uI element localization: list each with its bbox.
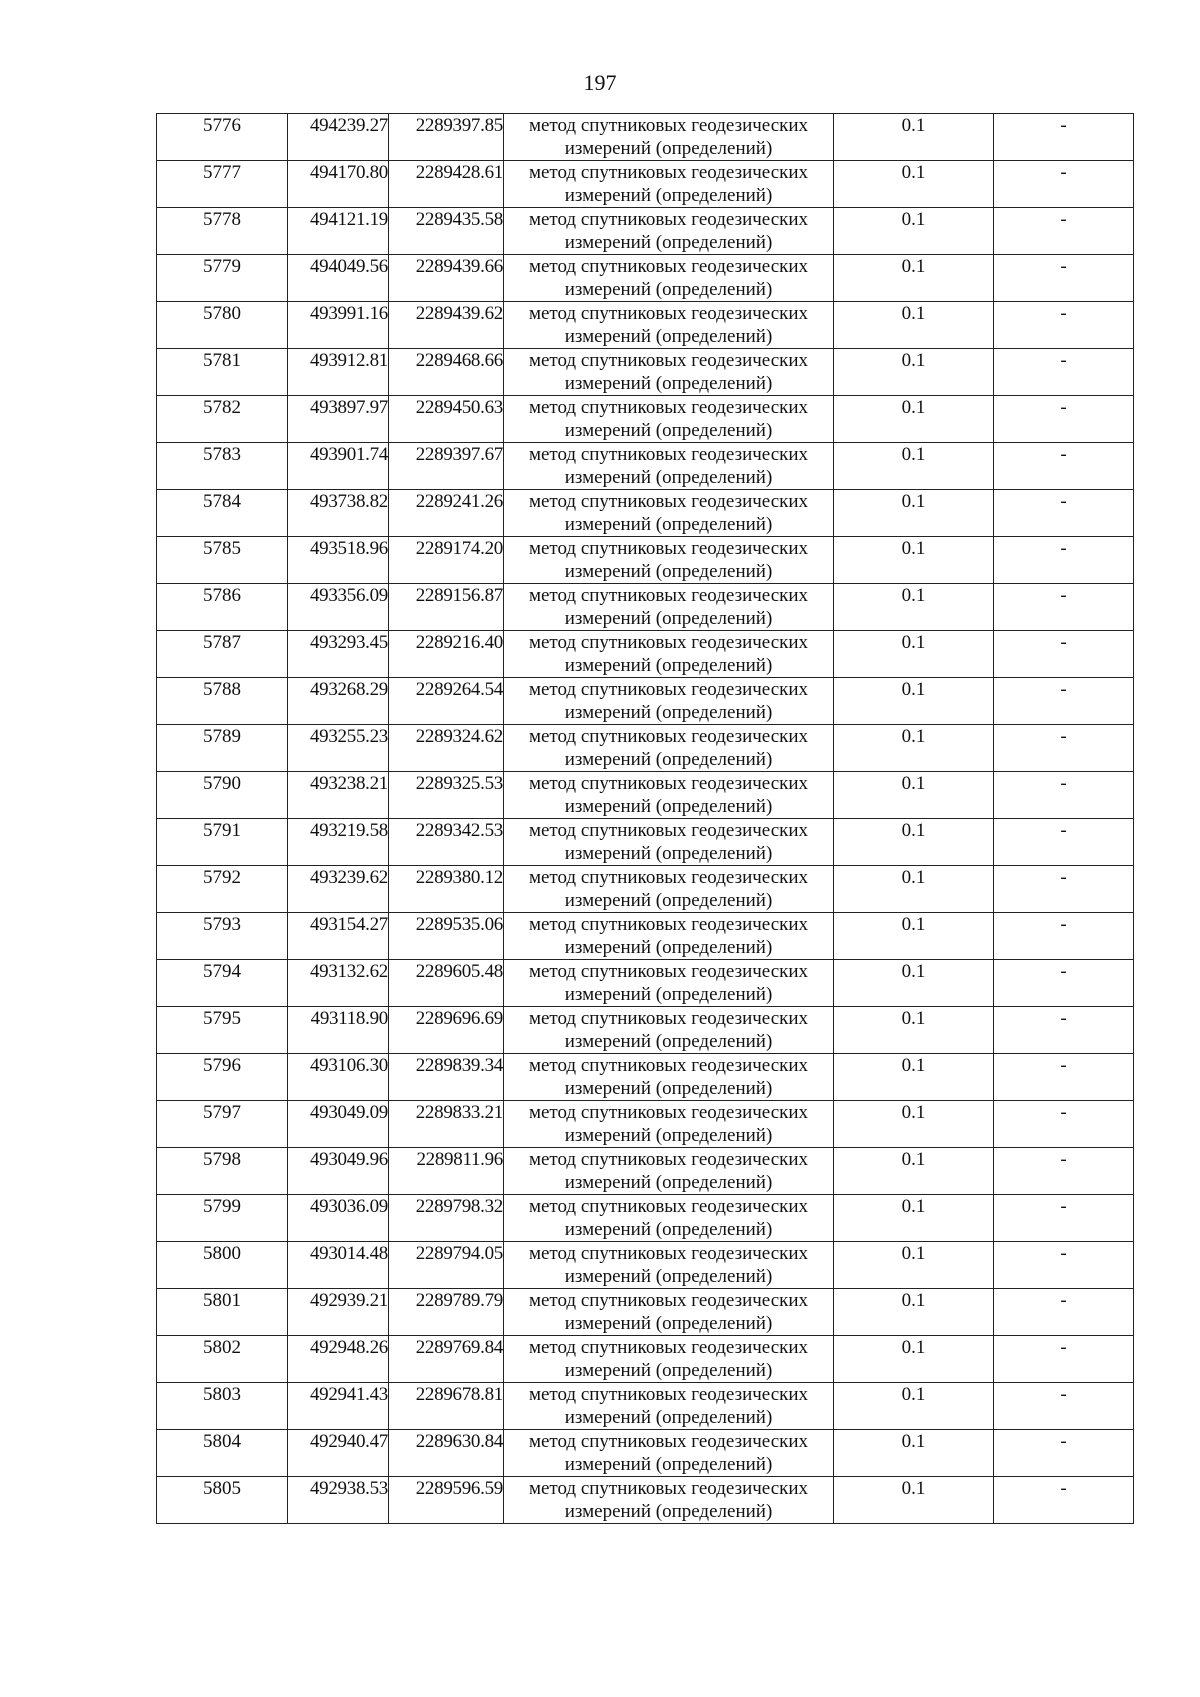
y-coordinate-cell: 2289397.85 (389, 114, 504, 161)
point-number-cell: 5779 (157, 255, 288, 302)
point-number-cell: 5798 (157, 1148, 288, 1195)
dash-cell: - (994, 772, 1134, 819)
x-coordinate-cell: 492941.43 (288, 1383, 389, 1430)
point-number-cell: 5784 (157, 490, 288, 537)
accuracy-cell: 0.1 (834, 255, 994, 302)
accuracy-cell: 0.1 (834, 208, 994, 255)
y-coordinate-cell: 2289380.12 (389, 866, 504, 913)
method-cell: метод спутниковых геодезических измерений (определений) (504, 819, 834, 866)
x-coordinate-cell: 493991.16 (288, 302, 389, 349)
method-cell: метод спутниковых геодезических измерений (определений) (504, 584, 834, 631)
x-coordinate-cell: 493738.82 (288, 490, 389, 537)
y-coordinate-cell: 2289439.66 (389, 255, 504, 302)
method-cell: метод спутниковых геодезических измерений (определений) (504, 1101, 834, 1148)
x-coordinate-cell: 493014.48 (288, 1242, 389, 1289)
x-coordinate-cell: 493293.45 (288, 631, 389, 678)
table-row (157, 255, 1134, 302)
accuracy-cell: 0.1 (834, 396, 994, 443)
method-cell: метод спутниковых геодезических измерений (определений) (504, 1007, 834, 1054)
accuracy-cell: 0.1 (834, 161, 994, 208)
point-number-cell: 5789 (157, 725, 288, 772)
table-row (157, 490, 1134, 537)
point-number-cell: 5790 (157, 772, 288, 819)
dash-cell: - (994, 866, 1134, 913)
table-row (157, 1336, 1134, 1383)
dash-cell: - (994, 490, 1134, 537)
accuracy-cell: 0.1 (834, 114, 994, 161)
table-row (157, 1477, 1134, 1524)
point-number-cell: 5785 (157, 537, 288, 584)
accuracy-cell: 0.1 (834, 349, 994, 396)
dash-cell: - (994, 161, 1134, 208)
method-cell: метод спутниковых геодезических измерений (определений) (504, 1242, 834, 1289)
point-number-cell: 5776 (157, 114, 288, 161)
method-cell: метод спутниковых геодезических измерений (определений) (504, 772, 834, 819)
method-cell: метод спутниковых геодезических измерений (определений) (504, 1430, 834, 1477)
dash-cell: - (994, 396, 1134, 443)
point-number-cell: 5805 (157, 1477, 288, 1524)
method-cell: метод спутниковых геодезических измерений (определений) (504, 960, 834, 1007)
table-row (157, 537, 1134, 584)
method-cell: метод спутниковых геодезических измерений (определений) (504, 678, 834, 725)
table-row (157, 1242, 1134, 1289)
x-coordinate-cell: 493154.27 (288, 913, 389, 960)
point-number-cell: 5802 (157, 1336, 288, 1383)
dash-cell: - (994, 1054, 1134, 1101)
coordinates-table-body (157, 114, 1134, 1524)
y-coordinate-cell: 2289696.69 (389, 1007, 504, 1054)
x-coordinate-cell: 493239.62 (288, 866, 389, 913)
point-number-cell: 5804 (157, 1430, 288, 1477)
dash-cell: - (994, 302, 1134, 349)
method-cell: метод спутниковых геодезических измерений (определений) (504, 208, 834, 255)
x-coordinate-cell: 493912.81 (288, 349, 389, 396)
accuracy-cell: 0.1 (834, 302, 994, 349)
y-coordinate-cell: 2289535.06 (389, 913, 504, 960)
table-row (157, 443, 1134, 490)
x-coordinate-cell: 494239.27 (288, 114, 389, 161)
table-row (157, 161, 1134, 208)
point-number-cell: 5803 (157, 1383, 288, 1430)
table-row (157, 1148, 1134, 1195)
dash-cell: - (994, 584, 1134, 631)
method-cell: метод спутниковых геодезических измерений (определений) (504, 866, 834, 913)
point-number-cell: 5780 (157, 302, 288, 349)
point-number-cell: 5796 (157, 1054, 288, 1101)
method-cell: метод спутниковых геодезических измерений (определений) (504, 443, 834, 490)
x-coordinate-cell: 493255.23 (288, 725, 389, 772)
method-cell: метод спутниковых геодезических измерений (определений) (504, 1289, 834, 1336)
y-coordinate-cell: 2289241.26 (389, 490, 504, 537)
dash-cell: - (994, 1195, 1134, 1242)
method-cell: метод спутниковых геодезических измерений (определений) (504, 1383, 834, 1430)
x-coordinate-cell: 493518.96 (288, 537, 389, 584)
dash-cell: - (994, 208, 1134, 255)
method-cell: метод спутниковых геодезических измерений (определений) (504, 913, 834, 960)
dash-cell: - (994, 1336, 1134, 1383)
method-cell: метод спутниковых геодезических измерений (определений) (504, 1195, 834, 1242)
x-coordinate-cell: 494049.56 (288, 255, 389, 302)
method-cell: метод спутниковых геодезических измерений (определений) (504, 1477, 834, 1524)
x-coordinate-cell: 493049.96 (288, 1148, 389, 1195)
dash-cell: - (994, 960, 1134, 1007)
dash-cell: - (994, 349, 1134, 396)
y-coordinate-cell: 2289435.58 (389, 208, 504, 255)
accuracy-cell: 0.1 (834, 1289, 994, 1336)
accuracy-cell: 0.1 (834, 960, 994, 1007)
dash-cell: - (994, 819, 1134, 866)
accuracy-cell: 0.1 (834, 1007, 994, 1054)
x-coordinate-cell: 493238.21 (288, 772, 389, 819)
table-row (157, 584, 1134, 631)
dash-cell: - (994, 1430, 1134, 1477)
y-coordinate-cell: 2289439.62 (389, 302, 504, 349)
y-coordinate-cell: 2289794.05 (389, 1242, 504, 1289)
dash-cell: - (994, 1477, 1134, 1524)
y-coordinate-cell: 2289450.63 (389, 396, 504, 443)
x-coordinate-cell: 492938.53 (288, 1477, 389, 1524)
method-cell: метод спутниковых геодезических измерений (определений) (504, 725, 834, 772)
dash-cell: - (994, 631, 1134, 678)
table-row (157, 1007, 1134, 1054)
y-coordinate-cell: 2289156.87 (389, 584, 504, 631)
point-number-cell: 5797 (157, 1101, 288, 1148)
x-coordinate-cell: 493897.97 (288, 396, 389, 443)
dash-cell: - (994, 443, 1134, 490)
point-number-cell: 5799 (157, 1195, 288, 1242)
y-coordinate-cell: 2289678.81 (389, 1383, 504, 1430)
point-number-cell: 5792 (157, 866, 288, 913)
x-coordinate-cell: 494170.80 (288, 161, 389, 208)
point-number-cell: 5778 (157, 208, 288, 255)
dash-cell: - (994, 255, 1134, 302)
method-cell: метод спутниковых геодезических измерений (определений) (504, 161, 834, 208)
method-cell: метод спутниковых геодезических измерений (определений) (504, 1054, 834, 1101)
method-cell: метод спутниковых геодезических измерений (определений) (504, 537, 834, 584)
method-cell: метод спутниковых геодезических измерений (определений) (504, 114, 834, 161)
x-coordinate-cell: 493356.09 (288, 584, 389, 631)
method-cell: метод спутниковых геодезических измерений (определений) (504, 349, 834, 396)
accuracy-cell: 0.1 (834, 913, 994, 960)
point-number-cell: 5795 (157, 1007, 288, 1054)
table-row (157, 819, 1134, 866)
point-number-cell: 5781 (157, 349, 288, 396)
table-row (157, 1383, 1134, 1430)
y-coordinate-cell: 2289428.61 (389, 161, 504, 208)
table-row (157, 772, 1134, 819)
table-row (157, 302, 1134, 349)
accuracy-cell: 0.1 (834, 584, 994, 631)
accuracy-cell: 0.1 (834, 1054, 994, 1101)
accuracy-cell: 0.1 (834, 1430, 994, 1477)
y-coordinate-cell: 2289342.53 (389, 819, 504, 866)
dash-cell: - (994, 725, 1134, 772)
y-coordinate-cell: 2289630.84 (389, 1430, 504, 1477)
y-coordinate-cell: 2289216.40 (389, 631, 504, 678)
method-cell: метод спутниковых геодезических измерений (определений) (504, 302, 834, 349)
point-number-cell: 5786 (157, 584, 288, 631)
method-cell: метод спутниковых геодезических измерений (определений) (504, 631, 834, 678)
accuracy-cell: 0.1 (834, 1477, 994, 1524)
table-row (157, 866, 1134, 913)
table-row (157, 1195, 1134, 1242)
table-row (157, 678, 1134, 725)
point-number-cell: 5800 (157, 1242, 288, 1289)
y-coordinate-cell: 2289789.79 (389, 1289, 504, 1336)
x-coordinate-cell: 493049.09 (288, 1101, 389, 1148)
x-coordinate-cell: 493268.29 (288, 678, 389, 725)
accuracy-cell: 0.1 (834, 1101, 994, 1148)
accuracy-cell: 0.1 (834, 537, 994, 584)
table-row (157, 1430, 1134, 1477)
accuracy-cell: 0.1 (834, 631, 994, 678)
table-row (157, 396, 1134, 443)
point-number-cell: 5788 (157, 678, 288, 725)
point-number-cell: 5783 (157, 443, 288, 490)
coordinates-table (156, 113, 1134, 1524)
accuracy-cell: 0.1 (834, 443, 994, 490)
dash-cell: - (994, 537, 1134, 584)
point-number-cell: 5801 (157, 1289, 288, 1336)
y-coordinate-cell: 2289596.59 (389, 1477, 504, 1524)
dash-cell: - (994, 1148, 1134, 1195)
dash-cell: - (994, 114, 1134, 161)
x-coordinate-cell: 493132.62 (288, 960, 389, 1007)
x-coordinate-cell: 494121.19 (288, 208, 389, 255)
point-number-cell: 5787 (157, 631, 288, 678)
x-coordinate-cell: 492948.26 (288, 1336, 389, 1383)
point-number-cell: 5794 (157, 960, 288, 1007)
point-number-cell: 5793 (157, 913, 288, 960)
table-row (157, 349, 1134, 396)
y-coordinate-cell: 2289264.54 (389, 678, 504, 725)
point-number-cell: 5782 (157, 396, 288, 443)
x-coordinate-cell: 493036.09 (288, 1195, 389, 1242)
table-row (157, 1054, 1134, 1101)
y-coordinate-cell: 2289605.48 (389, 960, 504, 1007)
dash-cell: - (994, 1289, 1134, 1336)
table-row (157, 725, 1134, 772)
dash-cell: - (994, 678, 1134, 725)
method-cell: метод спутниковых геодезических измерений (определений) (504, 396, 834, 443)
dash-cell: - (994, 1383, 1134, 1430)
dash-cell: - (994, 1007, 1134, 1054)
y-coordinate-cell: 2289833.21 (389, 1101, 504, 1148)
method-cell: метод спутниковых геодезических измерений (определений) (504, 1148, 834, 1195)
accuracy-cell: 0.1 (834, 866, 994, 913)
x-coordinate-cell: 493106.30 (288, 1054, 389, 1101)
dash-cell: - (994, 1101, 1134, 1148)
table-row (157, 631, 1134, 678)
y-coordinate-cell: 2289811.96 (389, 1148, 504, 1195)
y-coordinate-cell: 2289397.67 (389, 443, 504, 490)
y-coordinate-cell: 2289324.62 (389, 725, 504, 772)
method-cell: метод спутниковых геодезических измерений (определений) (504, 255, 834, 302)
point-number-cell: 5791 (157, 819, 288, 866)
x-coordinate-cell: 493118.90 (288, 1007, 389, 1054)
accuracy-cell: 0.1 (834, 1148, 994, 1195)
y-coordinate-cell: 2289325.53 (389, 772, 504, 819)
accuracy-cell: 0.1 (834, 678, 994, 725)
table-row (157, 1289, 1134, 1336)
dash-cell: - (994, 913, 1134, 960)
accuracy-cell: 0.1 (834, 1242, 994, 1289)
x-coordinate-cell: 493219.58 (288, 819, 389, 866)
method-cell: метод спутниковых геодезических измерений (определений) (504, 490, 834, 537)
accuracy-cell: 0.1 (834, 819, 994, 866)
x-coordinate-cell: 492940.47 (288, 1430, 389, 1477)
accuracy-cell: 0.1 (834, 725, 994, 772)
accuracy-cell: 0.1 (834, 1383, 994, 1430)
method-cell: метод спутниковых геодезических измерений (определений) (504, 1336, 834, 1383)
page-number: 197 (583, 70, 617, 95)
point-number-cell: 5777 (157, 161, 288, 208)
table-row (157, 960, 1134, 1007)
y-coordinate-cell: 2289769.84 (389, 1336, 504, 1383)
dash-cell: - (994, 1242, 1134, 1289)
accuracy-cell: 0.1 (834, 1195, 994, 1242)
table-row (157, 208, 1134, 255)
accuracy-cell: 0.1 (834, 1336, 994, 1383)
y-coordinate-cell: 2289468.66 (389, 349, 504, 396)
x-coordinate-cell: 492939.21 (288, 1289, 389, 1336)
table-row (157, 1101, 1134, 1148)
y-coordinate-cell: 2289798.32 (389, 1195, 504, 1242)
y-coordinate-cell: 2289839.34 (389, 1054, 504, 1101)
y-coordinate-cell: 2289174.20 (389, 537, 504, 584)
accuracy-cell: 0.1 (834, 772, 994, 819)
x-coordinate-cell: 493901.74 (288, 443, 389, 490)
table-row (157, 913, 1134, 960)
table-row (157, 114, 1134, 161)
accuracy-cell: 0.1 (834, 490, 994, 537)
